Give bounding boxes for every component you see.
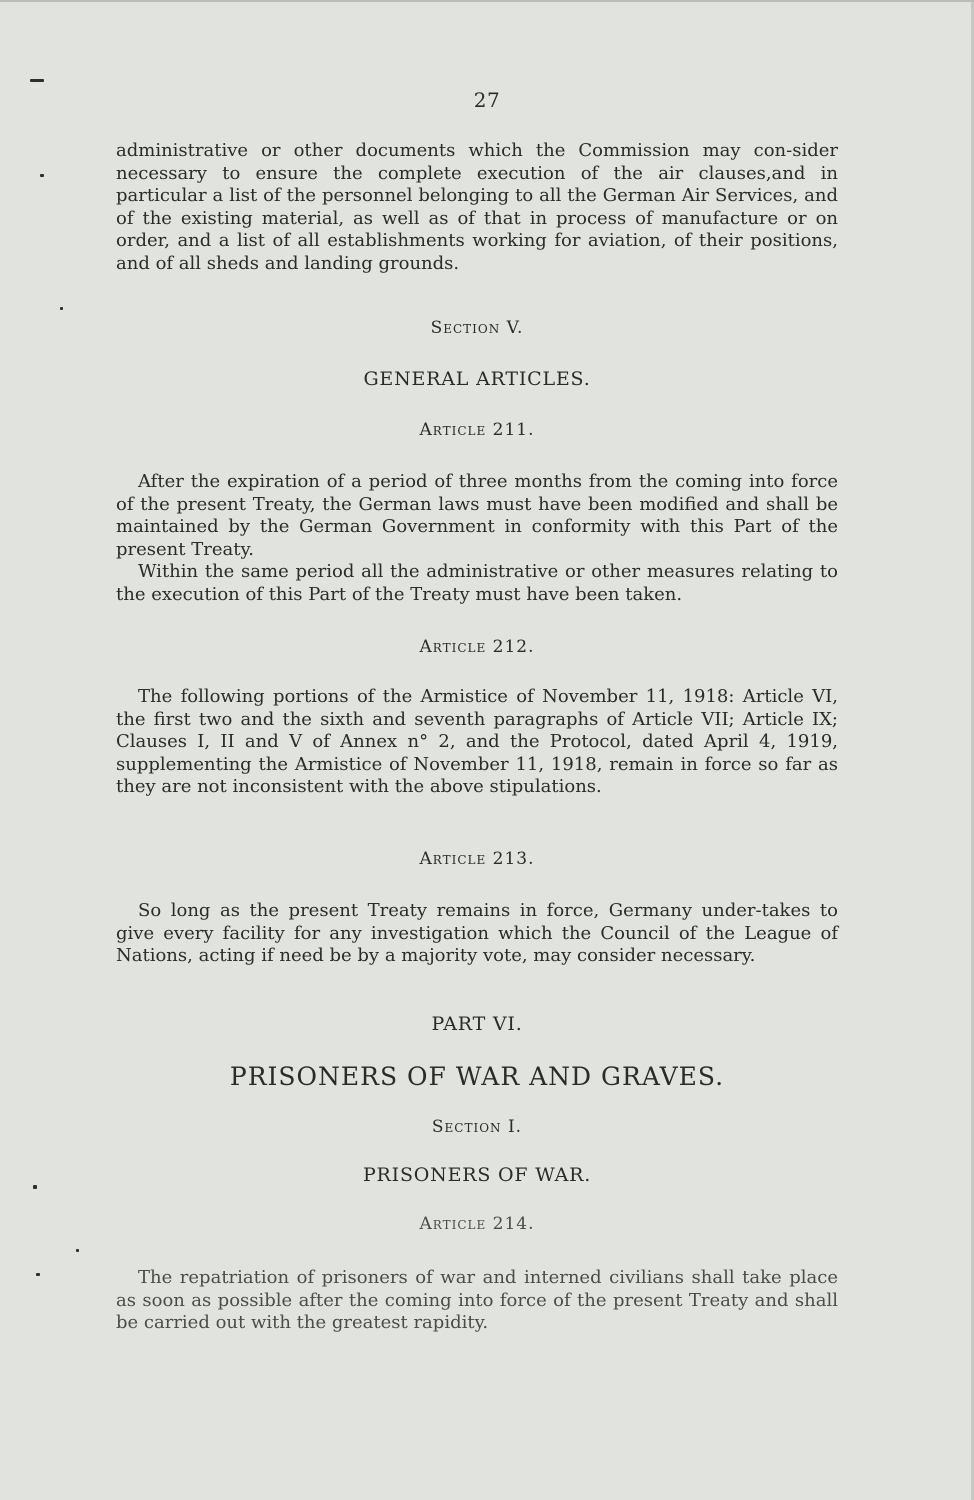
part-vi-label: PART VI. [431, 1013, 523, 1035]
section-v-title: GENERAL ARTICLES. [363, 368, 591, 390]
margin-speck [60, 307, 63, 310]
margin-speck [36, 1273, 40, 1276]
article-212-paragraph-1: The following portions of the Armistice of November 11, 1918: Article VI, the first two and the sixth and seventh paragraphs of Article VII; Article IX; Clauses I, II and V of Annex n° 2, and the Protocol, dated April 4, 1919, supplementing the Armistice of November 11, 1918, remain in force so far as they are not inconsistent with the above stipulations. [116, 686, 838, 797]
article-213-heading: Article 213. [419, 849, 535, 869]
margin-speck [30, 79, 44, 82]
article-212-body [116, 686, 838, 799]
article-211-heading: Article 211. [419, 420, 535, 440]
article-211-body [116, 471, 838, 606]
part-vi-title: PRISONERS OF WAR AND GRAVES. [229, 1062, 725, 1091]
article-212-heading: Article 212. [419, 637, 535, 657]
margin-speck [33, 1185, 37, 1189]
section-i-title: PRISONERS OF WAR. [362, 1164, 592, 1186]
section-v-label: Section V. [430, 318, 524, 338]
continuation-paragraph [116, 140, 838, 275]
margin-speck [40, 174, 44, 177]
article-213-paragraph-1: So long as the present Treaty remains in force, Germany under-takes to give every facility for any investigation which the Council of the League of Nations, acting if need be by a majority vote, may consider necessary. [116, 900, 838, 966]
article-214-heading: Article 214. [419, 1214, 535, 1234]
continuation-text: administrative or other documents which the Commission may con-sider necessary to ensure the complete execution of the air clauses,and in particular a list of the personnel belonging to all the German Air Services, and of the existing material, as well as of that in process of manufacture or on order, and a list of all establishments working for aviation, of their positions, and of all sheds and landing grounds. [116, 140, 838, 274]
section-i-label: Section I. [431, 1117, 523, 1137]
article-211-paragraph-1: After the expiration of a period of three months from the coming into force of the present Treaty, the German laws must have been modified and shall be maintained by the German Government in conformity with this Part of the present Treaty. [116, 471, 838, 560]
page-number: 27 [473, 88, 501, 112]
article-214-body [116, 1267, 838, 1335]
article-213-body [116, 900, 838, 968]
article-214-paragraph-1: The repatriation of prisoners of war and interned civilians shall take place as soon as possible after the coming into force of the present Treaty and shall be carried out with the greatest rapidity. [116, 1267, 838, 1333]
margin-speck [76, 1249, 79, 1252]
article-211-paragraph-2: Within the same period all the administrative or other measures relating to the execution of this Part of the Treaty must have been taken. [116, 561, 838, 605]
